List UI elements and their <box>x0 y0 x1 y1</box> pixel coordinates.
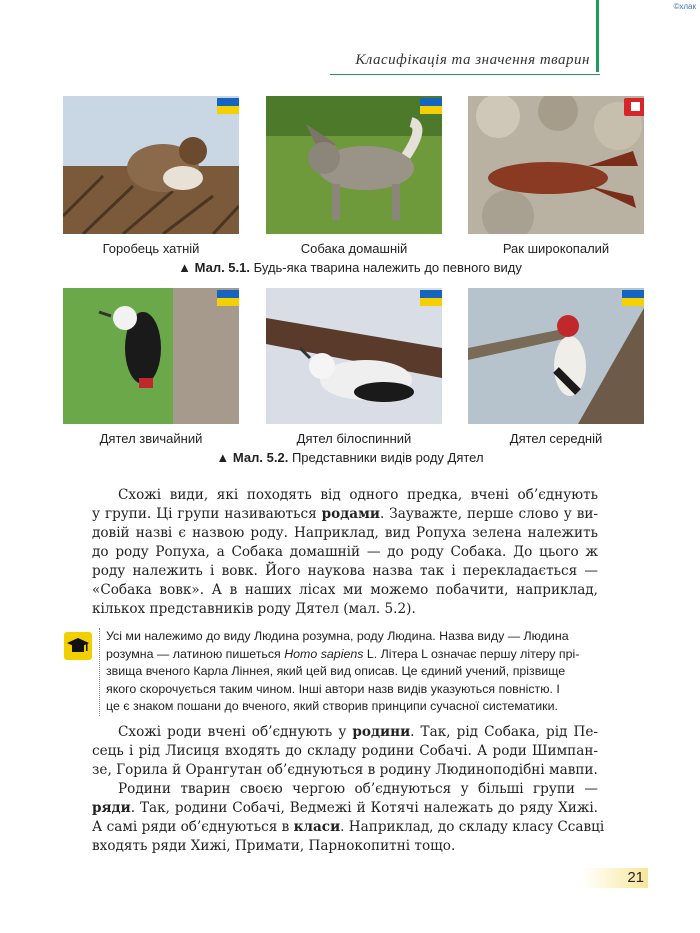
caption-woodpecker-great-spotted: Дятел звичайний <box>99 431 203 446</box>
paragraph-orders-classes <box>92 780 605 856</box>
figure-label: Мал. 5.1. <box>194 260 250 275</box>
red-book-icon <box>624 98 644 116</box>
figure-title: Представники видів роду Дятел <box>291 450 484 465</box>
text-line: Схожі роди вчені об’єднують у родини. Так, рід Собака, рід Пе- <box>118 724 598 740</box>
triangle-icon: ▲ <box>216 450 230 465</box>
note-homo-sapiens <box>99 628 604 716</box>
text-line: входять ряди Хижі, Примати, Парнокопитні тощо. <box>92 838 456 854</box>
term-genera: родами <box>321 506 380 522</box>
text-line: кількох представників роду Дятел (мал. 5.2). <box>92 601 416 617</box>
caption-woodpecker-white-backed: Дятел білоспинний <box>296 431 412 446</box>
photo-dog <box>266 96 442 234</box>
graduation-cap-icon <box>64 632 92 660</box>
text-line: якого скорочується таким чином. Інші автори назв видів указуються повністю. І <box>106 681 560 696</box>
figure-caption-5-1 <box>0 260 700 275</box>
text-line: роду належить і вовк. Його наукова назва так і перекладається — <box>92 563 598 579</box>
text-line: у групи. Ці групи називаються родами. Зауважте, перше слово у ви- <box>92 506 599 522</box>
text-line: розумна — латиною пишеться Homo sapiens L. Літера L означає першу літеру прі- <box>106 646 580 661</box>
figure-title: Будь-яка тварина належить до певного виду <box>253 260 522 275</box>
text-line: звища вченого Карла Ліннея, який цей вид описав. Це єдиний учений, прізвище <box>106 664 566 679</box>
photo-sparrow <box>63 96 239 234</box>
paragraph-families <box>92 723 598 780</box>
term-orders: ряди <box>92 800 131 816</box>
ukraine-flag-icon <box>217 290 239 306</box>
term-families: родини <box>352 724 411 740</box>
caption-dog: Собака домашній <box>300 241 408 256</box>
caption-crayfish: Рак широкопалий <box>502 241 610 256</box>
text-line: Схожі види, які походять від одного предка, вчені об’єднують <box>118 487 598 503</box>
caption-sparrow: Горобець хатній <box>102 241 200 256</box>
text-line: до роду Ропуха, а Собака домашній — до роду Собака. До цього ж <box>92 544 598 560</box>
text-line: Усі ми належимо до виду Людина розумна, роду Людина. Назва виду — Людина <box>106 629 569 643</box>
figure-label: Мал. 5.2. <box>232 450 289 465</box>
photo-woodpecker-great-spotted <box>63 288 239 424</box>
running-head: Класифікація та значення тварин <box>355 52 590 68</box>
paragraph-genera <box>92 486 598 619</box>
text-line: ряди. Так, родини Собачі, Ведмежі й Котячі належать до ряду Хижі. <box>92 800 598 816</box>
term-classes: класи <box>293 819 341 835</box>
triangle-icon: ▲ <box>178 260 191 275</box>
text-line: зе, Горила й Орангутан об’єднуються в родину Людиноподібні мавпи. <box>92 762 598 778</box>
header-rule <box>330 74 600 75</box>
page-number: 21 <box>582 868 648 888</box>
photo-woodpecker-middle-spotted <box>468 288 644 424</box>
text-line: сець і рід Лисиця входять до складу родини Собачі. А роди Шимпан- <box>92 743 598 759</box>
ukraine-flag-icon <box>217 98 239 114</box>
ukraine-flag-icon <box>622 290 644 306</box>
ukraine-flag-icon <box>420 98 442 114</box>
species-name: Homo sapiens <box>284 646 364 661</box>
text-line: «Собака вовк». А в наших лісах ми можемо побачити, наприклад, <box>92 582 598 598</box>
photo-woodpecker-white-backed <box>266 288 442 424</box>
caption-woodpecker-middle-spotted: Дятел середній <box>509 431 603 446</box>
text-line: Родини тварин своєю чергою об’єднуються у більші групи — <box>118 781 598 797</box>
chapter-bar <box>596 0 599 72</box>
figure-caption-5-2 <box>0 450 700 465</box>
text-line: це є знаком пошани до вченого, який створив принципи сучасної систематики. <box>106 699 558 714</box>
text-line: А самі ряди об’єднуються в класи. Наприклад, до складу класу Ссавці <box>92 819 605 835</box>
ukraine-flag-icon <box>420 290 442 306</box>
photo-crayfish <box>468 96 644 234</box>
publisher-mark: ©хлак <box>673 2 696 11</box>
text-line: довій назві є назвою роду. Наприклад, вид Ропуха зелена належить <box>92 525 598 541</box>
